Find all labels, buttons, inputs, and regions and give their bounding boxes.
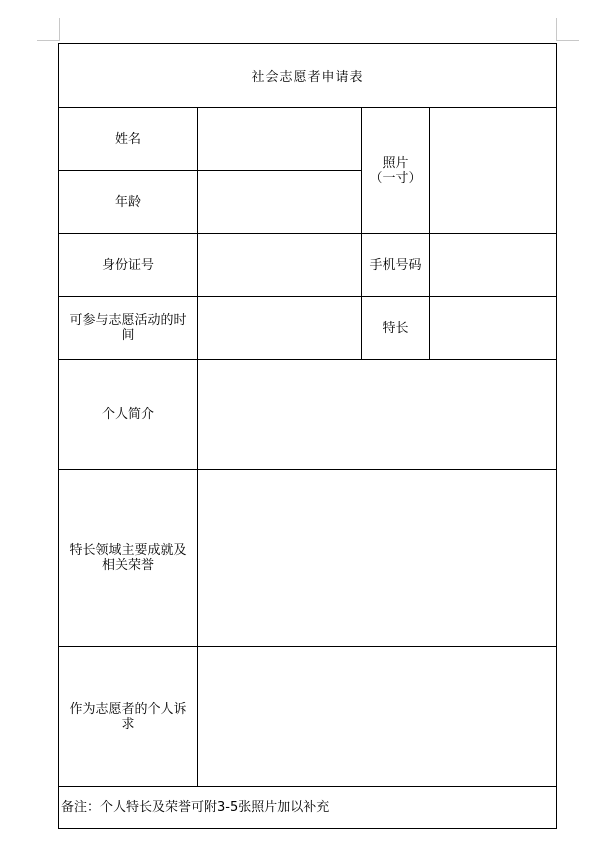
photo-field[interactable] [430,108,557,234]
age-label: 年龄 [59,171,198,234]
appeal-label-cell [59,647,198,787]
intro-field[interactable] [198,360,557,470]
id-number-field[interactable] [198,234,362,297]
crop-mark-top-left [37,18,60,41]
available-time-label: 可参与志愿活动的时间 [69,313,187,343]
photo-size-label: （一寸） [369,170,422,186]
phone-label: 手机号码 [362,234,430,297]
crop-mark-top-right [556,18,579,41]
id-number-label: 身份证号 [59,234,198,297]
achievement-label-cell [59,470,198,647]
appeal-label: 作为志愿者的个人诉求 [69,701,187,732]
name-field[interactable] [198,108,362,171]
specialty-label: 特长 [362,297,430,360]
form-title-cell [59,44,557,108]
age-field[interactable] [198,171,362,234]
form-title: 社会志愿者申请表 [251,70,364,85]
photo-label-cell [362,108,430,234]
note-text: 备注：个人特长及荣誉可附3-5张照片加以补充 [59,787,557,829]
name-label: 姓名 [59,108,198,171]
appeal-field[interactable] [198,647,557,787]
intro-label: 个人简介 [59,360,198,470]
specialty-field[interactable] [430,297,557,360]
volunteer-application-form [58,43,557,829]
available-time-label-cell [59,297,198,360]
available-time-field[interactable] [198,297,362,360]
achievement-field[interactable] [198,470,557,647]
photo-label: 照片 [382,155,409,171]
achievement-label: 特长领域主要成就及相关荣誉 [69,543,187,573]
phone-field[interactable] [430,234,557,297]
